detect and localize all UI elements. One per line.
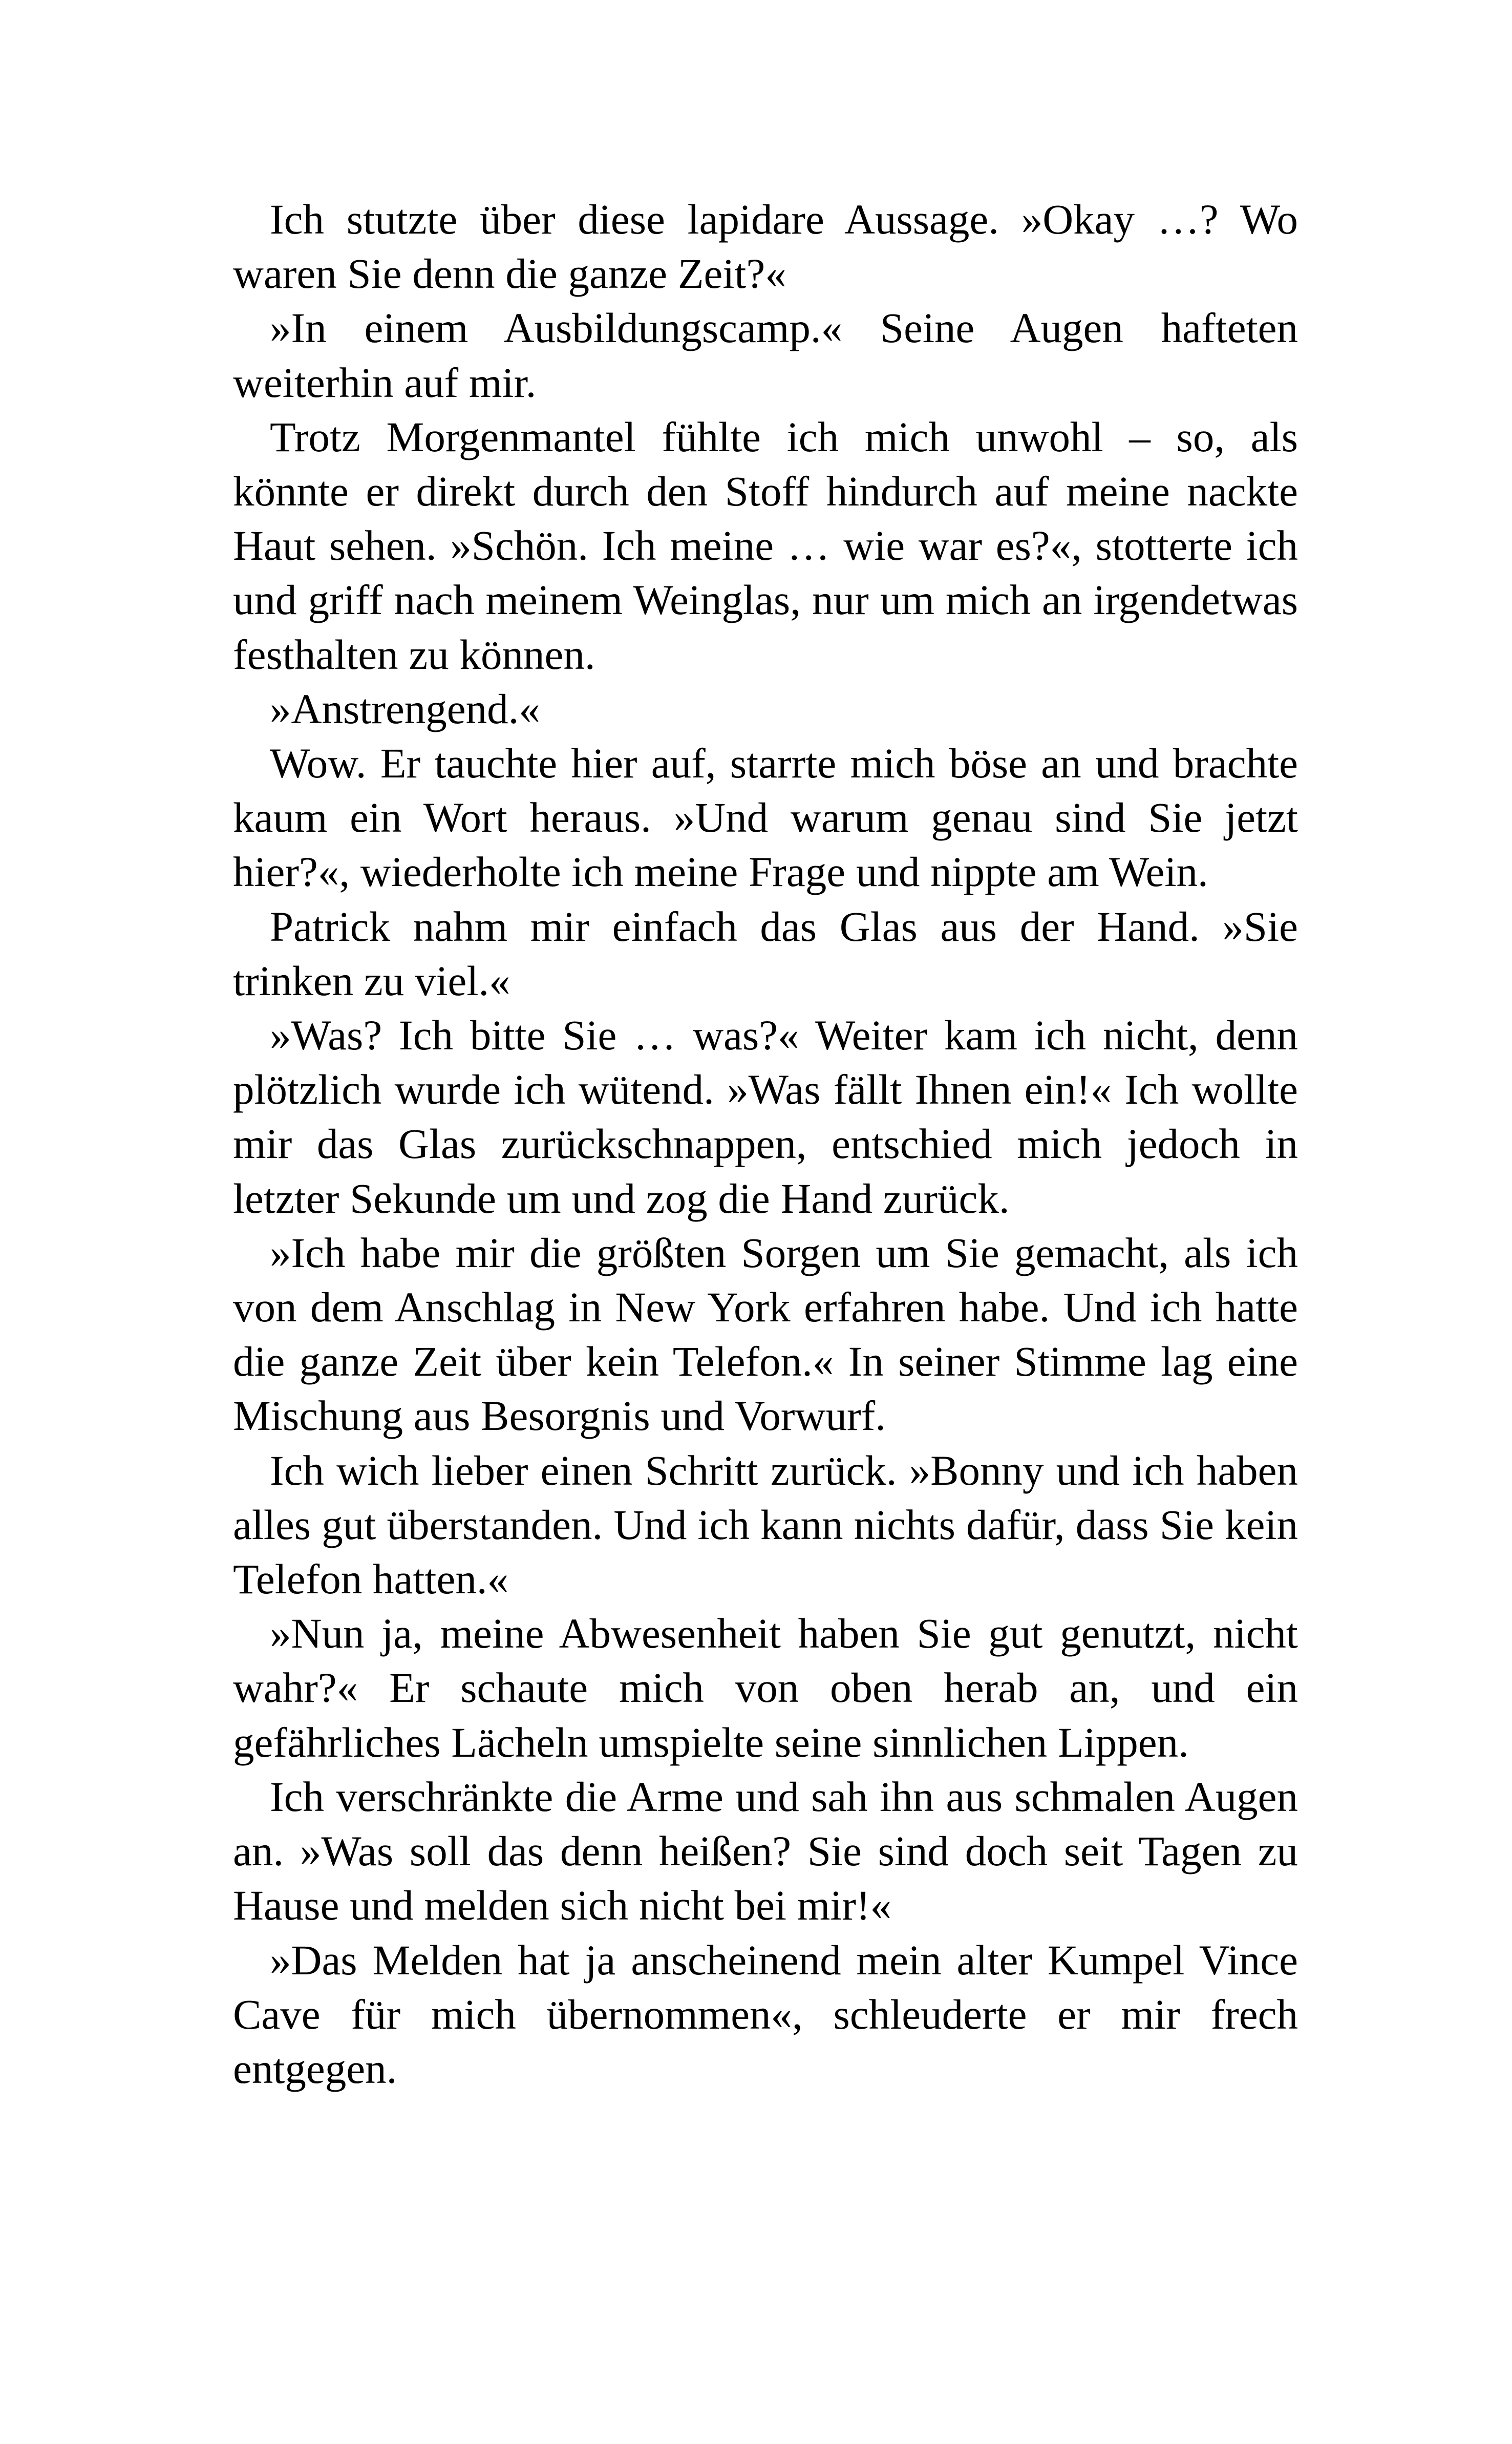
- paragraph: Patrick nahm mir einfach das Glas aus der Hand. »Sie trinken zu viel.«: [233, 902, 1298, 1004]
- body-text: [233, 192, 1298, 2096]
- paragraph: Ich stutzte über diese lapidare Aussage. »Okay …? Wo waren Sie denn die ganze Zeit?«: [233, 196, 1298, 298]
- paragraph: »Anstrengend.«: [270, 685, 540, 732]
- paragraph: »Was? Ich bitte Sie … was?« Weiter kam ich nicht, denn plötzlich wurde ich wütend. »Was fällt Ihnen ein!« Ich wollte mir das Glas zurückschnappen, entschied mich jedoch in letzter Sekunde um und zog die Hand zurück.: [233, 1012, 1298, 1222]
- paragraph: Trotz Morgenmantel fühlte ich mich unwohl – so, als könnte er direkt durch den Stoff hindurch auf meine nackte Haut sehen. »Schön. Ich meine … wie war es?«, stotterte ich und griff nach meinem Weinglas, nur um mich an irgendetwas festhalten zu können.: [233, 413, 1298, 678]
- paragraph: Wow. Er tauchte hier auf, starrte mich böse an und brachte kaum ein Wort heraus. »Und warum genau sind Sie jetzt hier?«, wiederholte ich meine Frage und nippte am Wein.: [233, 740, 1298, 896]
- paragraph: »In einem Ausbildungscamp.« Seine Augen hafteten weiterhin auf mir.: [233, 304, 1298, 406]
- paragraph: »Das Melden hat ja anscheinend mein alter Kumpel Vince Cave für mich übernommen«, schleuderte er mir frech entgegen.: [233, 1936, 1298, 2092]
- paragraph: »Nun ja, meine Abwesenheit haben Sie gut genutzt, nicht wahr?« Er schaute mich von oben herab an, und ein gefährliches Lächeln umspielte seine sinnlichen Lippen.: [233, 1610, 1298, 1766]
- paragraph: Ich wich lieber einen Schritt zurück. »Bonny und ich haben alles gut überstanden. Und ich kann nichts dafür, dass Sie kein Telefon hatten.«: [233, 1446, 1298, 1603]
- paragraph: »Ich habe mir die größten Sorgen um Sie gemacht, als ich von dem Anschlag in New York erfahren habe. Und ich hatte die ganze Zeit über kein Telefon.« In seiner Stimme lag eine Mischung aus Besorgnis und Vorwurf.: [233, 1229, 1298, 1440]
- paragraph: Ich verschränkte die Arme und sah ihn aus schmalen Augen an. »Was soll das denn heißen? Sie sind doch seit Tagen zu Hause und melden sich nicht bei mir!«: [233, 1773, 1298, 1929]
